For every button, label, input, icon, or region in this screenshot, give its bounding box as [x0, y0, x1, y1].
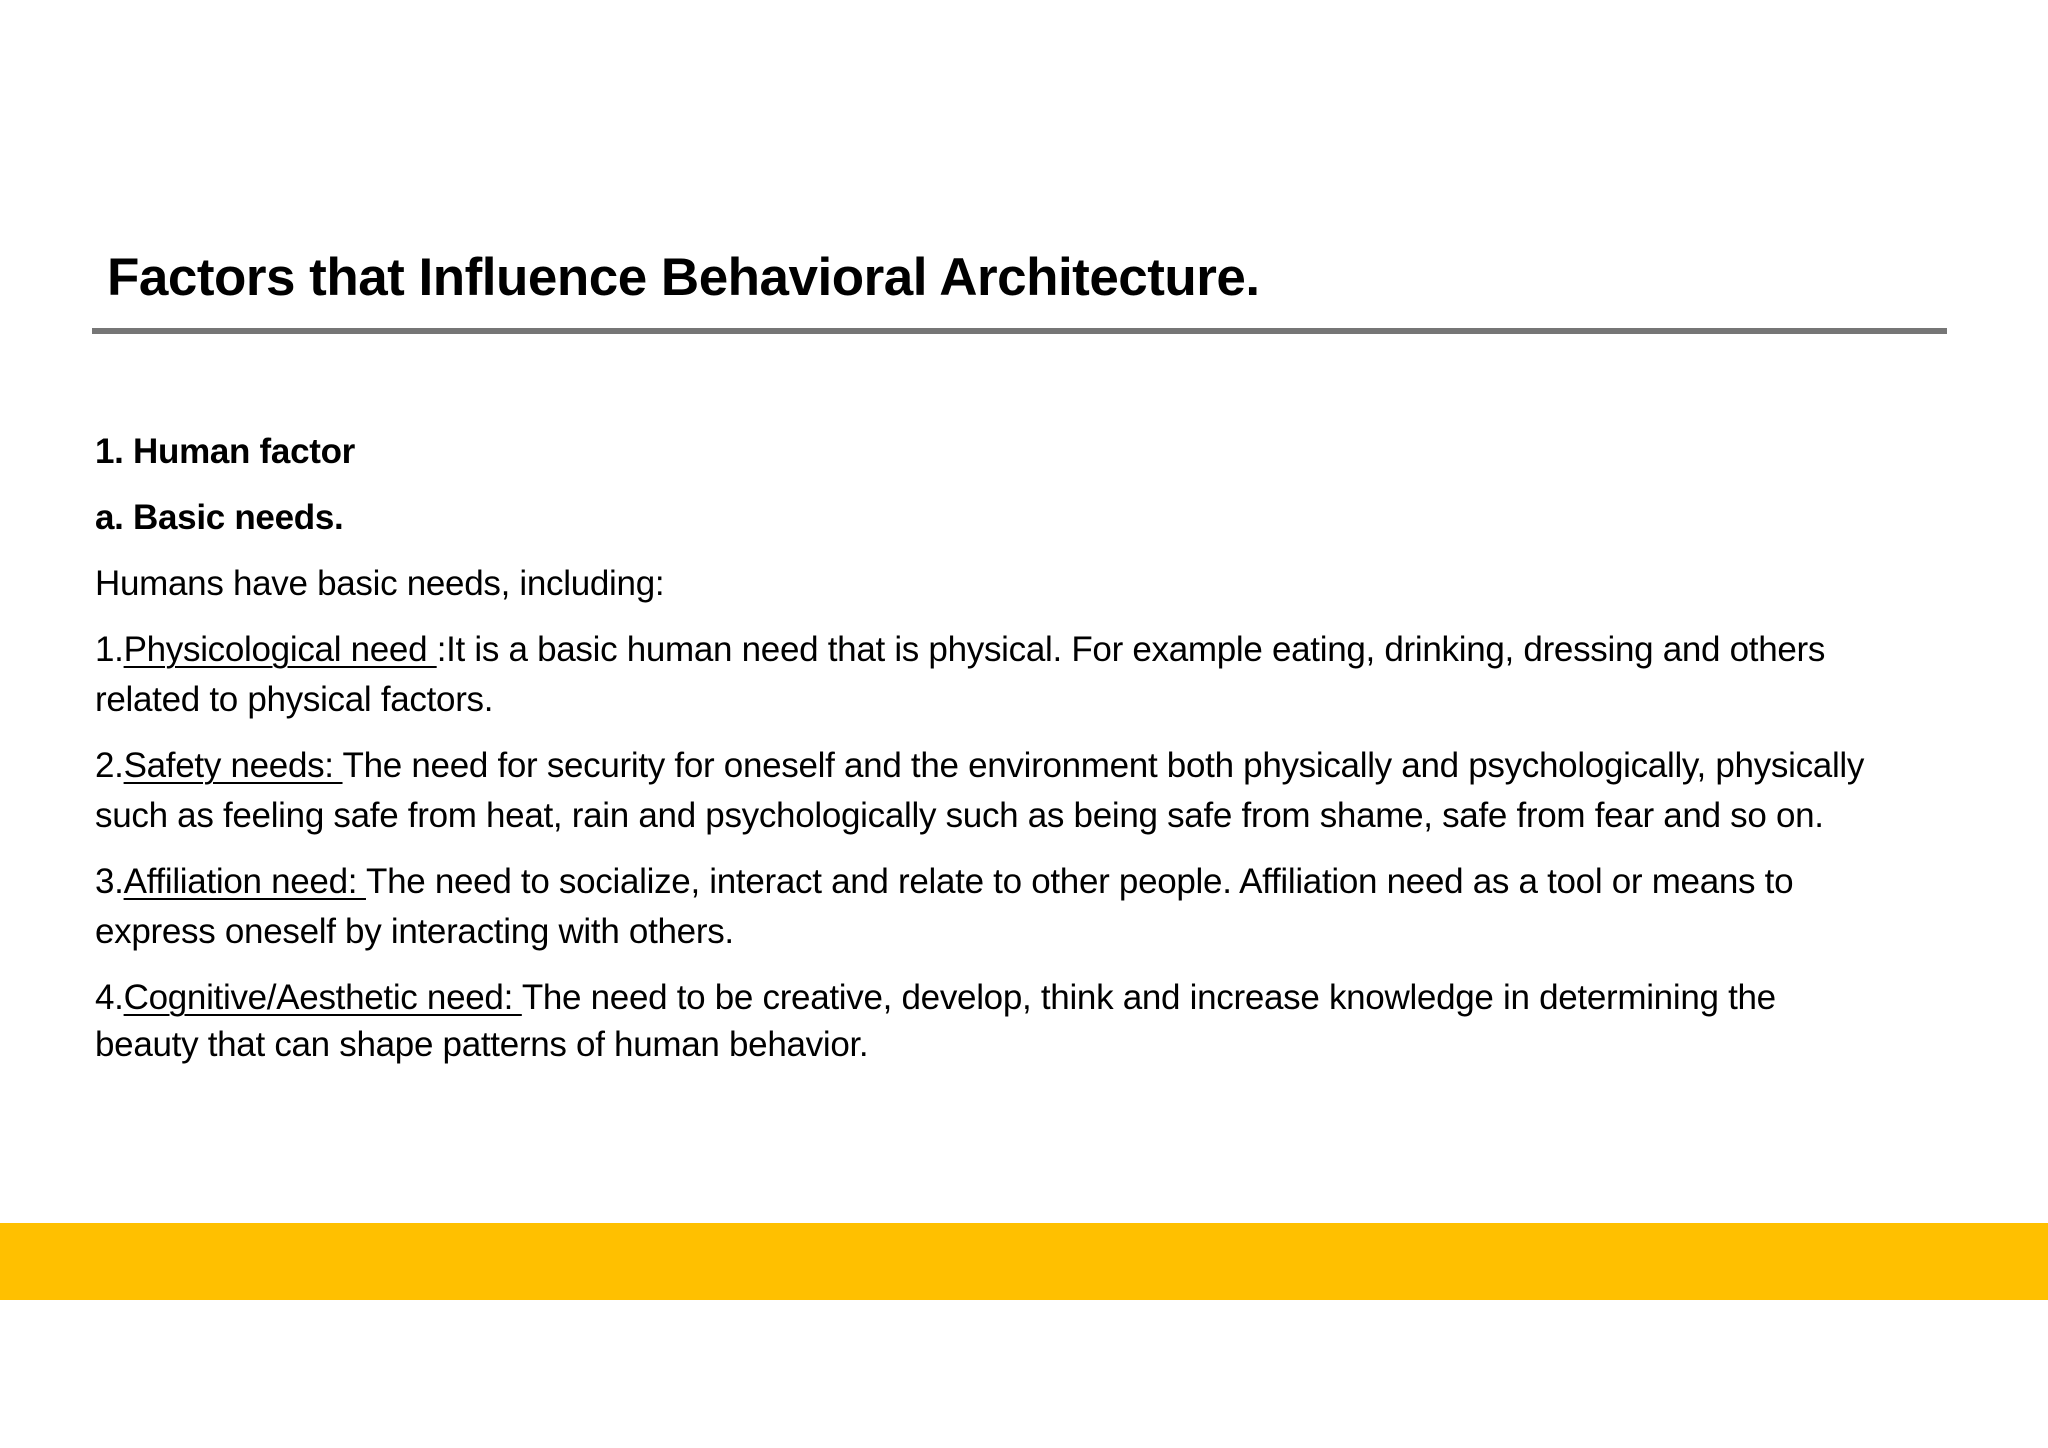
- need-item-1-line-1: [95, 625, 1825, 675]
- need-term: Physicological need: [123, 630, 437, 669]
- need-number: 4.: [95, 978, 124, 1017]
- need-description: The need to be creative, develop, think and increase knowledge in determining the: [521, 978, 1776, 1017]
- need-description: The need for security for oneself and the environment both physically and psychologically, physically: [342, 746, 1865, 785]
- need-number: 1.: [95, 630, 124, 669]
- need-number: 2.: [95, 746, 124, 785]
- title-divider: [92, 328, 1947, 334]
- need-description: The need to socialize, interact and relate to other people. Affiliation need as a tool or means to: [365, 862, 1794, 901]
- need-number: 3.: [95, 862, 124, 901]
- need-term: Cognitive/Aesthetic need:: [123, 978, 522, 1017]
- need-item-3-line-2: express oneself by interacting with others.: [95, 912, 734, 951]
- need-item-2-line-1: [95, 741, 1864, 791]
- need-item-4-line-1: [95, 973, 1776, 1023]
- footer-accent-band: [0, 1223, 2048, 1300]
- need-item-3-line-1: [95, 857, 1793, 907]
- slide-title: Factors that Influence Behavioral Architecture.: [107, 248, 1260, 307]
- need-description: :It is a basic human need that is physical. For example eating, drinking, dressing and others: [436, 630, 1826, 669]
- need-term: Safety needs:: [123, 746, 343, 785]
- subsection-heading: a. Basic needs.: [95, 498, 344, 537]
- need-term: Affiliation need:: [123, 862, 366, 901]
- need-item-4-line-2: beauty that can shape patterns of human behavior.: [95, 1025, 869, 1064]
- intro-text: Humans have basic needs, including:: [95, 564, 665, 603]
- section-heading: 1. Human factor: [95, 432, 355, 471]
- need-item-1-line-2: related to physical factors.: [95, 680, 494, 719]
- need-item-2-line-2: such as feeling safe from heat, rain and psychologically such as being safe from shame, safe from fear and so on.: [95, 796, 1824, 835]
